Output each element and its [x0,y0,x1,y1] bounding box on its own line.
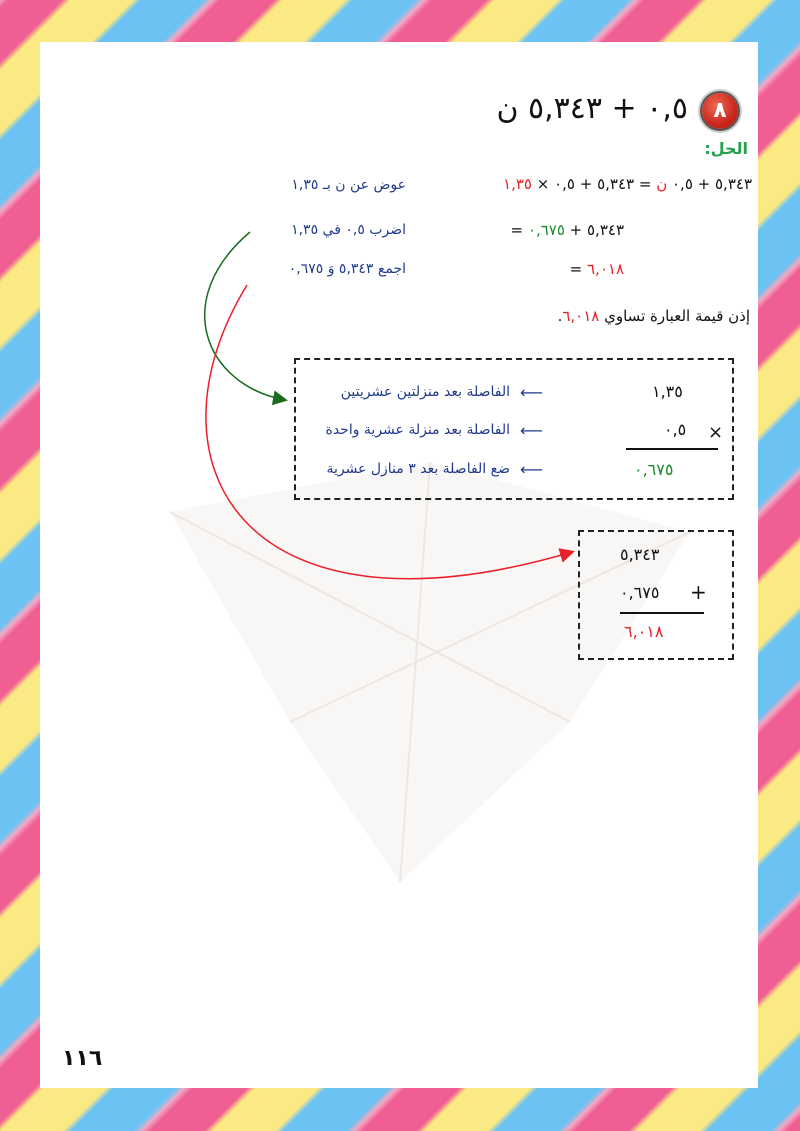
step-note-2: اضرب ٠,٥ في ١,٣٥ [291,222,406,238]
sum-line [626,448,718,450]
sum-line [620,612,704,614]
question-expression: ٠,٥ + ٥,٣٤٣ ن [496,91,688,126]
solution-label: الحل: [704,139,748,158]
equation-part: ٥,٣٤٣ + ٠,٥ [667,175,752,193]
substituted-value: ١,٣٥ [503,175,532,193]
conclusion-period: . [557,307,563,325]
question-number-badge [702,93,738,129]
equation-step-1 [503,175,752,193]
conclusion-text: إذن قيمة العبارة تساوي [599,307,750,325]
conclusion-value: ٦,٠١٨ [562,307,600,325]
addend-1: ٥,٣٤٣ [620,545,660,564]
equation-part: = ٥,٣٤٣ + [510,221,624,239]
equation-step-3 [570,260,624,278]
step-note-1: عوض عن ن بـ ١,٣٥ [291,177,406,193]
question-number: ٨ [713,98,727,123]
page-number: ١١٦ [62,1046,103,1071]
left-arrow-icon: ⟵ [520,383,543,402]
plus-sign: + [690,580,707,604]
left-arrow-icon: ⟵ [520,460,543,479]
step-note-3: اجمع ٥,٣٤٣ وَ ٠,٦٧٥ [288,261,406,277]
equation-step-2 [511,221,624,239]
addend-2: ٠,٦٧٥ [620,583,660,602]
multiplicand: ١,٣٥ [652,382,683,401]
multiplier-note: الفاصلة بعد منزلة عشرية واحدة [325,422,510,438]
multiplier: ٠,٥ [664,420,687,439]
multiplicand-note: الفاصلة بعد منزلتين عشريتين [340,384,510,400]
sum-result: ٦,٠١٨ [624,622,664,641]
equation-part: = ٥,٣٤٣ + ٠,٥ × [531,175,657,193]
variable-n: ن [656,175,668,193]
left-arrow-icon: ⟵ [520,421,543,440]
product-note: ضع الفاصلة بعد ٣ منازل عشرية [326,461,510,477]
product-result: ٠,٦٧٥ [634,460,674,479]
sum-value: ٦,٠١٨ [587,260,624,278]
multiply-sign: × [708,422,724,443]
product-value: ٠,٦٧٥ [527,221,565,239]
conclusion [558,307,750,325]
equation-part: = [569,260,587,278]
